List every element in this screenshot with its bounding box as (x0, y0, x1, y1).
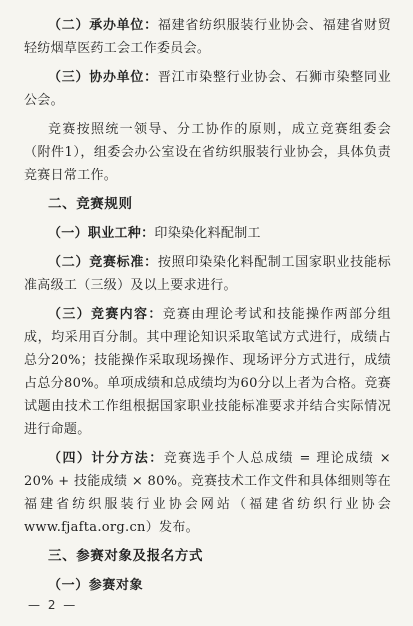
paragraph-committee (24, 118, 391, 187)
rule-content-label: （三）竞赛内容： (48, 307, 163, 322)
rule-scoring-text: 竞赛选手个人总成绩 = 理论成绩 × 20% + 技能成绩 × 80%。竞赛技术工作文件和具体细则等在福建省纺织服装行业协会网站（福建省纺织行业协会 www.fjafta.org.cn）发布。 (24, 451, 391, 535)
subsection-heading-participants: （一）参赛对象 (48, 578, 144, 593)
rule-scoring-label: （四）计分方法： (48, 451, 164, 466)
rule-content (24, 303, 391, 441)
organizer-text: 福建省纺织服装行业协会、福建省财贸轻纺烟草医药工会工作委员会。 (24, 18, 391, 56)
rule-content-text: 竞赛由理论考试和技能操作两部分组成，均采用百分制。其中理论知识采取笔试方式进行，成绩占总分20%；技能操作采取现场操作、现场评分方式进行，成绩占总分80%。单项成绩和总成绩均为60分以上者为合格。竞赛试题由技术工作组根据国家职业技能标准要求并结合实际情况进行命题。 (24, 307, 391, 437)
rule-standard (24, 251, 391, 297)
section-heading-rules: 二、竞赛规则 (48, 196, 133, 212)
co-organizer-label: （三）协办单位： (48, 70, 158, 85)
paragraph-co-organizer (24, 66, 391, 112)
rule-scoring (24, 447, 391, 539)
committee-text: 竞赛按照统一领导、分工协作的原则，成立竞赛组委会（附件1），组委会办公室设在省纺织服装行业协会，具体负责竞赛日常工作。 (24, 122, 391, 183)
paragraph-organizer (24, 14, 391, 60)
rule-occupation-text: 印染染化料配制工 (154, 226, 261, 241)
organizer-label: （二）承办单位： (48, 18, 158, 33)
rule-standard-text: 按照印染染化料配制工国家职业技能标准高级工（三级）及以上要求进行。 (24, 255, 391, 293)
rule-occupation-label: （一）职业工种： (48, 226, 155, 241)
rule-standard-label: （二）竞赛标准： (48, 255, 158, 270)
rule-occupation (24, 222, 391, 245)
section-heading-participants: 三、参赛对象及报名方式 (48, 548, 204, 564)
co-organizer-text: 晋江市染整行业协会、石狮市染整同业公会。 (24, 70, 391, 108)
page-number: — 2 — (28, 598, 78, 612)
